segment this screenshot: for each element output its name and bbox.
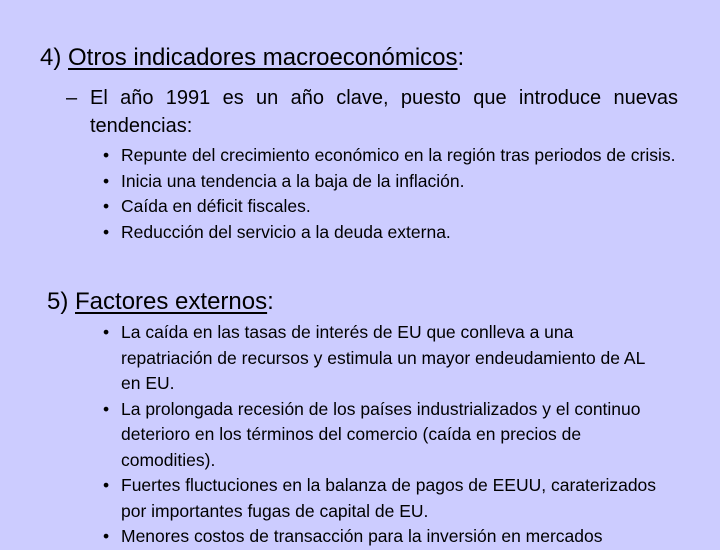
bullet-marker: • xyxy=(103,398,110,419)
bullet-marker: • xyxy=(103,221,110,242)
bullet-marker: • xyxy=(103,475,110,495)
section-5-colon: : xyxy=(267,288,274,315)
subpoint-text: El año 1991 es un año clave, puesto que introduce nuevas tendencias: xyxy=(90,87,678,137)
bullet-marker: • xyxy=(103,145,110,165)
dash-marker: – xyxy=(66,87,78,109)
section-5-title: Factores externos xyxy=(75,288,268,315)
section-5-bullet-list xyxy=(103,320,663,550)
section-4-title: Otros indicadores macroeconómicos xyxy=(68,44,458,71)
list-item xyxy=(103,524,663,550)
list-item xyxy=(103,194,693,220)
section-4-bullet-list xyxy=(103,143,693,245)
section-4-number: 4) xyxy=(40,44,62,71)
bullet-text: La prolongada recesión de los países industrializados y el continuo deterioro en los términos del comercio (caída en precios de comodities). xyxy=(121,398,641,470)
list-item xyxy=(103,320,663,397)
bullet-marker: • xyxy=(103,526,110,546)
bullet-text: Reducción del servicio a la deuda externa. xyxy=(121,221,451,242)
section-4-colon: : xyxy=(457,44,465,71)
list-item xyxy=(103,143,693,169)
section-4-subpoint xyxy=(66,84,678,140)
bullet-text: Repunte del crecimiento económico en la región tras periodos de crisis. xyxy=(121,145,676,165)
bullet-text: La caída en las tasas de interés de EU que conlleva a una repatriación de recursos y estimula un mayor endeudamiento de AL en EU. xyxy=(121,322,645,393)
section-4-heading xyxy=(40,44,464,72)
section-5-heading xyxy=(47,288,274,316)
bullet-marker: • xyxy=(103,196,110,216)
list-item xyxy=(103,397,663,474)
list-item xyxy=(103,220,693,246)
list-item xyxy=(103,473,663,524)
bullet-marker: • xyxy=(103,170,110,191)
bullet-text: Menores costos de transacción para la inversión en mercados xyxy=(121,526,603,546)
list-item xyxy=(103,169,693,195)
bullet-text: Caída en déficit fiscales. xyxy=(121,196,311,216)
bullet-text: Inicia una tendencia a la baja de la inflación. xyxy=(121,170,465,191)
bullet-marker: • xyxy=(103,322,110,342)
bullet-text: Fuertes fluctuciones en la balanza de pagos de EEUU, caraterizados por importantes fugas de capital de EU. xyxy=(121,475,657,521)
section-5-number: 5) xyxy=(47,288,69,315)
